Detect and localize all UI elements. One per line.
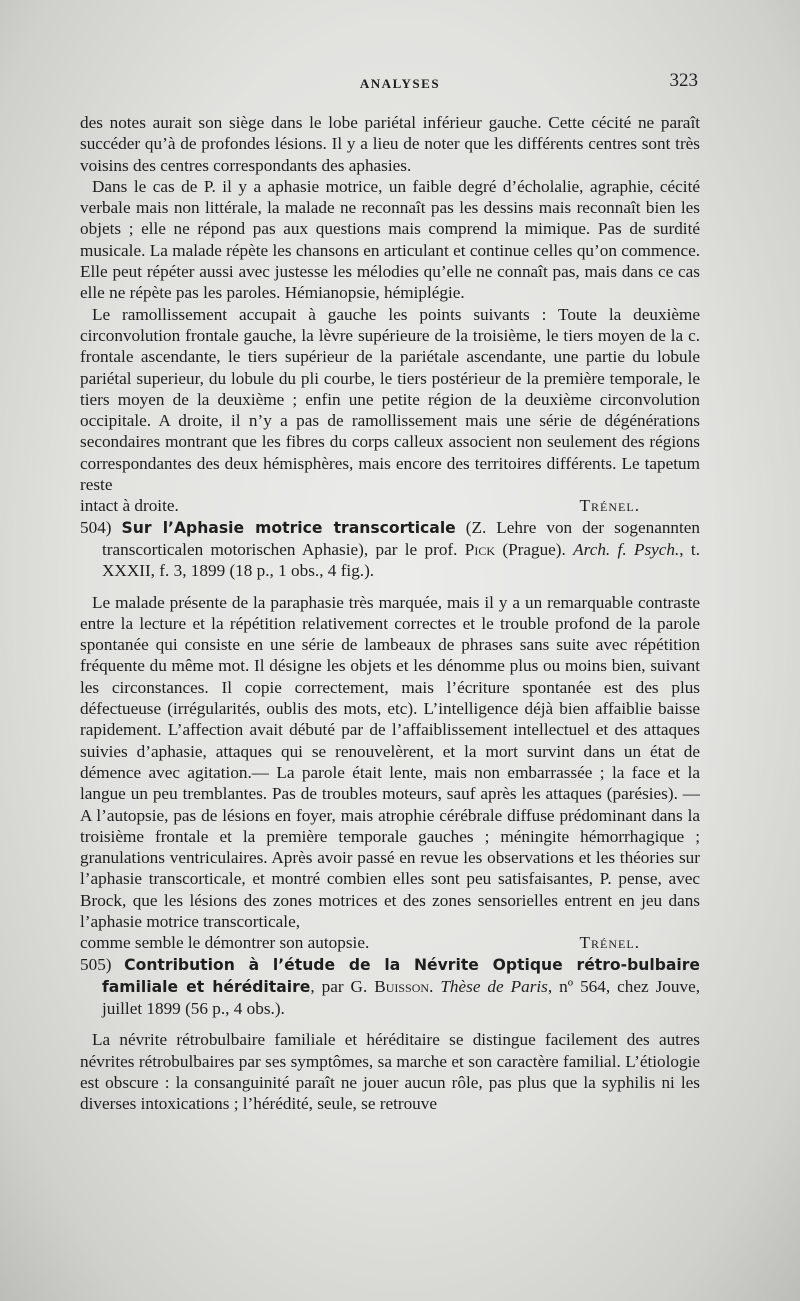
entry-reference: . [429, 976, 434, 996]
entry-505-heading [80, 954, 700, 1020]
entry-number: 504) [80, 517, 112, 537]
paragraph-end: comme semble le démontrer son autopsie. [80, 933, 370, 953]
signature-line [80, 932, 700, 953]
entry-title: Sur l’Aphasie motrice transcorticale [121, 518, 456, 537]
entry-reference: , par G. [310, 976, 368, 996]
page-body [80, 112, 700, 1115]
entry-reference: , nº 564, chez Jouve, juillet 1899 (56 p., 4 obs.). [102, 976, 700, 1019]
entry-thesis: Thèse de Paris [440, 976, 548, 996]
entry-504-text: Le malade présente de la paraphasie très marquée, mais il y a un remarquable contraste entre la lecture et la répétition relativement correctes et le trouble profond de la parole spontanée qui consiste en une série de lambeaux de phrases sans suite avec répétition fréquente du même mot. Il désigne les objets et les dénomme plus ou moins bien, suivant les circonstances. Il copie correctement, mais l’écriture spontanée est des plus défectueuse (irrégularités, oublis des mots, etc). L’intelligence déjà bien affaiblie baisse rapidement. L’affection avait débuté par de l’affaiblissement intellectuel et des attaques suivies d’aphasie, attaques qui se renouvelèrent, et la mort survint dans un état de démence avec agitation.— La parole était lente, mais non embarrassée ; la face et la langue un peu tremblantes. Pas de troubles moteurs, sauf après les attaques (parésies). — A l’autopsie, pas de lésions en foyer, mais atrophie cérébrale diffuse prédominant dans la troisième frontale et la première temporale gauches ; méningite hémorrhagique ; granulations ventriculaires. Après avoir passé en revue les observations et les théories sur l’aphasie transcorticale, et montré combien elles sont peu satisfaisantes, P. pense, avec Brock, que les lésions des zones motrices et des zones sensorielles entrent en jeu dans l’aphasie motrice transcorticale, [80, 592, 700, 931]
entry-number: 505) [80, 954, 112, 974]
paragraph: Dans le cas de P. il y a aphasie motrice, un faible degré d’écholalie, agraphie, cécité verbale mais non littérale, la malade ne reconnaît pas les dessins mais reconnaît bien les objets ; elle ne répond pas aux questions mais comprend la mimique. Pas de surdité musicale. La malade répète les chansons en articulant et continue celles qu’on commence. Elle peut répéter aussi avec justesse les mélodies qu’elle ne connaît pas, mais dans ce cas elle ne répète pas les paroles. Hémianopsie, hémiplégie. [80, 176, 700, 303]
entry-title: Contribution à l’étude de la Névrite Optique rétro-bulbaire familiale et héréditaire [102, 955, 700, 996]
entry-reference: , t. XXXII, f. 3, 1899 (18 p., 1 obs., 4 fig.). [102, 539, 700, 581]
paragraph: Le ramollissement accupait à gauche les points suivants : Toute la deuxième circonvolution frontale gauche, la lèvre supérieure de la troisième, le tiers moyen de la c. frontale ascendante, le tiers supérieur de la pariétale ascendante, une partie du lobule pariétal superieur, du lobule du pli courbe, le tiers postérieur de la première temporale, le tiers moyen de la deuxième ; enfin une petite région de la deuxième circonvolution occipitale. A droite, il n’y a pas de ramollissement mais une série de dégénérations secondaires montrant que les fibres du corps calleux associent non seulement des régions correspondantes des deux hémisphères, mais encore des territoires différents. Le tapetum reste [80, 304, 700, 495]
entry-504-heading [80, 517, 700, 582]
entry-reference: (Z. Lehre von der sogenannten transcorticalen motorischen Aphasie), par le prof. [102, 517, 701, 559]
paragraph-end: intact à droite. [80, 496, 179, 516]
entry-reference: (Prague). [502, 539, 566, 559]
signature: Trénel. [579, 933, 640, 953]
entry-author: Pick [464, 539, 496, 559]
signature: Trénel. [579, 496, 640, 516]
running-header: ANALYSES [359, 76, 441, 91]
signature-line [80, 495, 700, 516]
entry-journal: Arch. f. Psych. [573, 539, 680, 559]
paragraph: des notes aurait son siège dans le lobe pariétal inférieur gauche. Cette cécité ne paraît succéder qu’à de profondes lésions. Il y a lieu de noter que les différents centres sont très voisins des centres correspondants des aphasies. [80, 113, 700, 175]
page-number: 323 [669, 70, 698, 91]
entry-505-text: La névrite rétrobulbaire familiale et héréditaire se distingue facilement des autres névrites rétrobulbaires par ses symptômes, sa marche et son caractère familial. L’étiologie est obscure : la consanguinité paraît ne jouer aucun rôle, pas plus que la syphilis ni les diverses intoxications ; l’hérédité, seule, se retrouve [80, 1030, 700, 1114]
entry-author: Buisson [374, 976, 430, 996]
